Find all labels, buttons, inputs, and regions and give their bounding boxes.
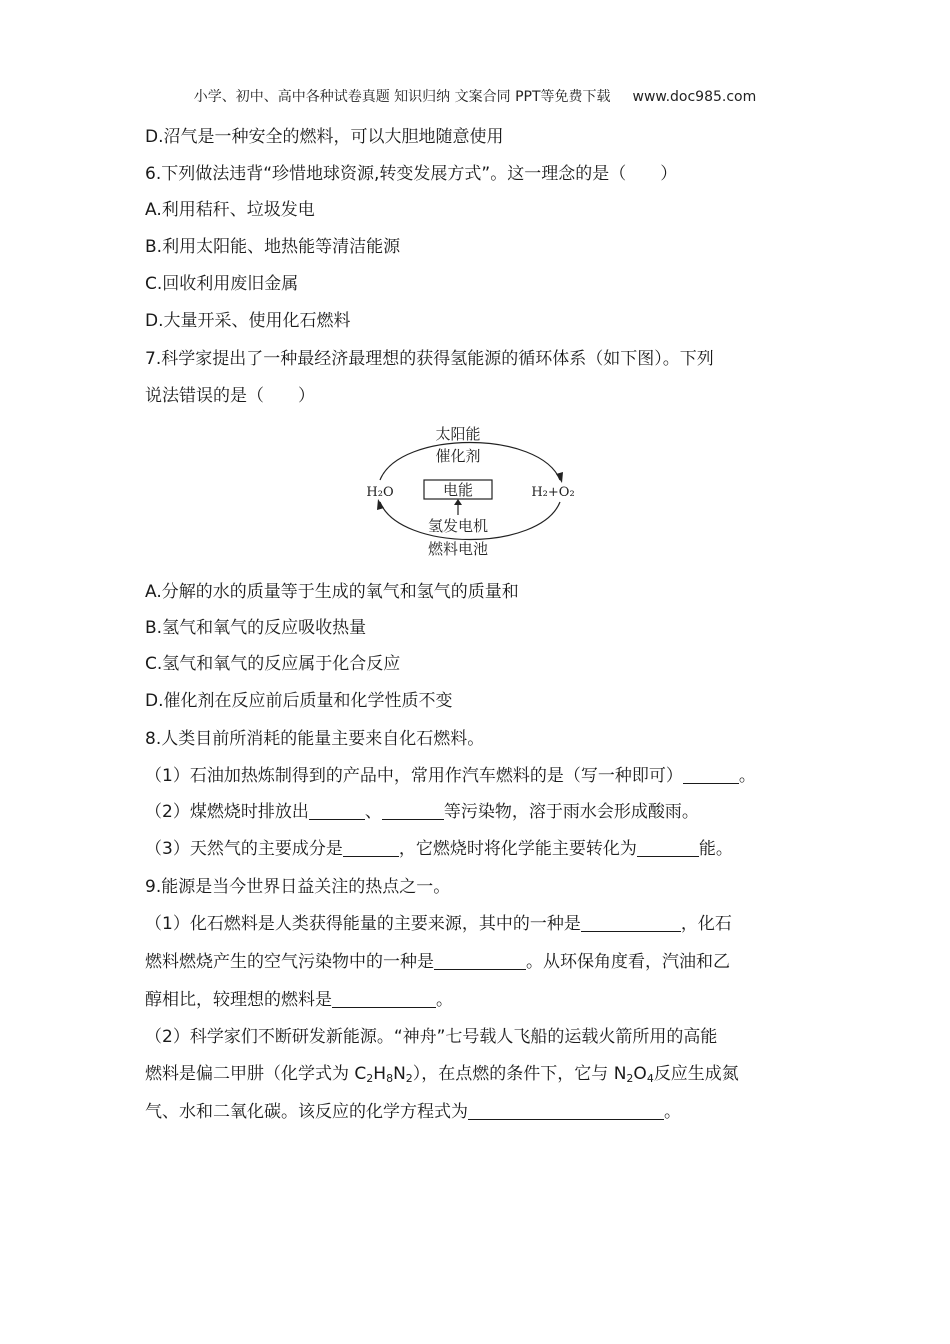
q9-2-text: H [373, 1064, 387, 1084]
answer-blank[interactable] [637, 838, 699, 857]
option-c: C.回收利用废旧金属 [145, 274, 299, 294]
q9-2-text: ），在点燃的条件下，它与 N [412, 1064, 627, 1084]
q8-3-mid: ，它燃烧时将化学能主要转化为 [398, 839, 637, 859]
question-7-cont: 说法错误的是（ ） [145, 386, 315, 406]
q9-1-cont: ，化石 [680, 914, 732, 934]
diagram-label-center: 电能 [442, 481, 474, 499]
diagram-label-left: H₂O [366, 485, 394, 500]
answer-blank[interactable] [683, 765, 739, 784]
option-b: B.氢气和氧气的反应吸收热量 [145, 618, 367, 638]
question-8-part-3 [145, 837, 733, 861]
q9-1-end: 。 [436, 990, 453, 1010]
page-header [0, 86, 950, 106]
q9-2-text: O [633, 1064, 647, 1084]
q8-1-end: 。 [738, 766, 756, 786]
option-c: C.氢气和氧气的反应属于化合反应 [145, 654, 401, 674]
diagram-label-right: H₂+O₂ [531, 485, 575, 500]
q9-1-cont2: 。从环保角度看，汽油和乙 [526, 952, 730, 972]
header-left-text: 小学、初中、高中各种试卷真题 知识归纳 文案合同 PPT等免费下载 [193, 89, 611, 105]
subscript: 4 [646, 1072, 654, 1085]
answer-blank[interactable] [468, 1101, 664, 1120]
diagram-label-top1: 太阳能 [435, 425, 481, 443]
option-a: A.利用秸秆、垃圾发电 [145, 200, 315, 220]
diagram-label-bottom2: 燃料电池 [427, 540, 489, 558]
question-8-part-1 [145, 764, 756, 788]
diagram-label-bottom1: 氢发电机 [427, 517, 489, 535]
option-d: D.大量开采、使用化石燃料 [145, 311, 351, 331]
answer-blank[interactable] [343, 838, 399, 857]
question-8-part-2 [145, 800, 699, 824]
option-a: A.分解的水的质量等于生成的氧气和氢气的质量和 [145, 582, 519, 602]
subscript: 2 [626, 1072, 634, 1085]
q9-2-text: 燃料是偏二甲肼（化学式为 C [145, 1064, 367, 1084]
q8-3-text: （3）天然气的主要成分是 [145, 839, 343, 859]
q9-1-text3: 醇相比，较理想的燃料是 [145, 990, 332, 1010]
q8-2-sep: 、 [364, 802, 382, 822]
q9-1-text2: 燃料燃烧产生的空气污染物中的一种是 [145, 952, 434, 972]
question-7: 7.科学家提出了一种最经济最理想的获得氢能源的循环体系（如下图）。下列 [145, 349, 714, 369]
question-9-part-1-line3 [145, 988, 453, 1012]
question-8: 8.人类目前所消耗的能量主要来自化石燃料。 [145, 729, 485, 749]
question-9-part-2: （2）科学家们不断研发新能源。“神舟”七号载人飞船的运载火箭所用的高能 [145, 1027, 718, 1047]
answer-blank[interactable] [382, 801, 444, 820]
option-d: D.催化剂在反应前后质量和化学性质不变 [145, 691, 453, 711]
answer-blank[interactable] [309, 801, 365, 820]
diagram-label-top2: 催化剂 [435, 447, 481, 465]
subscript: 2 [366, 1072, 374, 1085]
q8-2-text: （2）煤燃烧时排放出 [145, 802, 309, 822]
subscript: 8 [386, 1072, 394, 1085]
option-b: B.利用太阳能、地热能等清洁能源 [145, 237, 401, 257]
answer-blank[interactable] [332, 989, 436, 1008]
center-arrowhead [454, 499, 462, 505]
answer-blank[interactable] [581, 913, 681, 932]
question-9-part-1-line2 [145, 950, 730, 974]
answer-blank[interactable] [434, 951, 526, 970]
option-line: D.沼气是一种安全的燃料，可以大胆地随意使用 [145, 127, 504, 147]
question-9-part-1 [145, 912, 732, 936]
q9-2-end: 。 [664, 1102, 681, 1122]
hydrogen-cycle-diagram [360, 420, 586, 566]
question-9-part-2-line3 [145, 1100, 681, 1124]
question-9-part-2-line2 [145, 1062, 739, 1086]
question-6: 6.下列做法违背“珍惜地球资源,转变发展方式”。这一理念的是（ ） [145, 164, 678, 184]
header-website[interactable]: www.doc985.com [632, 89, 757, 105]
subscript: 2 [405, 1072, 413, 1085]
q9-2-text: 反应生成氮 [653, 1064, 739, 1084]
question-9: 9.能源是当今世界日益关注的热点之一。 [145, 877, 451, 897]
q8-1-text: （1）石油加热炼制得到的产品中，常用作汽车燃料的是（写一种即可） [145, 766, 683, 786]
q8-3-end: 能。 [698, 839, 733, 859]
q9-1-text: （1）化石燃料是人类获得能量的主要来源，其中的一种是 [145, 914, 581, 934]
q9-2-text: N [393, 1064, 406, 1084]
q8-2-end: 等污染物，溶于雨水会形成酸雨。 [443, 802, 699, 822]
q9-2-text3: 气、水和二氧化碳。该反应的化学方程式为 [145, 1102, 468, 1122]
